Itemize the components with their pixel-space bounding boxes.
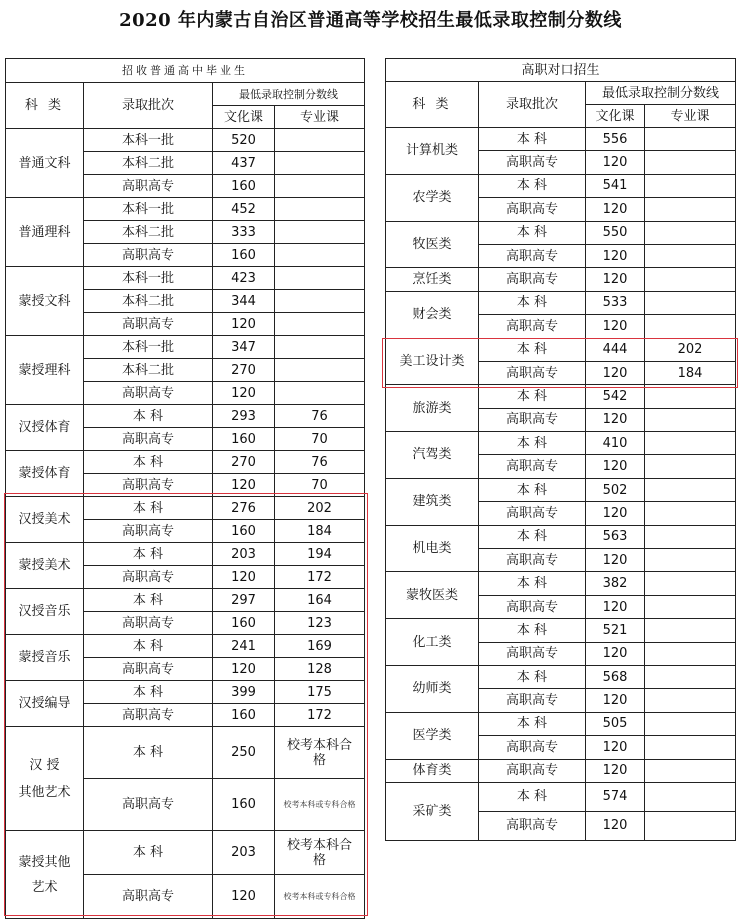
major-score: 184 (275, 520, 365, 543)
batch-cell: 高职高专 (479, 455, 586, 478)
table-row (386, 572, 736, 595)
batch-cell: 高职高专 (479, 642, 586, 665)
major-score (645, 244, 736, 267)
batch-cell: 高职高专 (479, 315, 586, 338)
table-row (386, 291, 736, 314)
subject-cell: 财会类 (386, 291, 479, 338)
subject-cell: 汽驾类 (386, 432, 479, 479)
major-score (645, 689, 736, 712)
batch-cell: 本科二批 (84, 290, 213, 313)
culture-score: 423 (213, 267, 275, 290)
table-row (6, 589, 365, 612)
major-score (645, 151, 736, 174)
batch-cell: 高职高专 (479, 595, 586, 618)
major-score (645, 736, 736, 759)
subject-cell: 普通理科 (6, 198, 84, 267)
major-score (645, 572, 736, 595)
culture-score: 120 (586, 408, 645, 431)
subject-cell: 汉授美术 (6, 497, 84, 543)
subject-cell: 化工类 (386, 619, 479, 666)
batch-cell: 本 科 (479, 478, 586, 501)
table-row (386, 478, 736, 501)
culture-score: 120 (586, 315, 645, 338)
header-batch: 录取批次 (479, 82, 586, 128)
table-row (6, 635, 365, 658)
table-row (386, 338, 736, 361)
culture-score: 120 (586, 759, 645, 782)
table-row (386, 782, 736, 811)
batch-cell: 本 科 (479, 619, 586, 642)
subject-cell: 牧医类 (386, 221, 479, 268)
header-culture: 文化课 (586, 105, 645, 128)
major-score (645, 665, 736, 688)
batch-cell: 高职高专 (84, 779, 213, 831)
culture-score: 276 (213, 497, 275, 520)
batch-cell: 高职高专 (84, 566, 213, 589)
culture-score: 120 (586, 689, 645, 712)
culture-score: 120 (586, 595, 645, 618)
major-score (645, 502, 736, 525)
culture-score: 120 (213, 474, 275, 497)
culture-score: 437 (213, 152, 275, 175)
subject-cell: 计算机类 (386, 128, 479, 175)
subject-cell: 旅游类 (386, 385, 479, 432)
table-row (386, 221, 736, 244)
batch-cell: 本 科 (479, 338, 586, 361)
subject-cell: 蒙授美术 (6, 543, 84, 589)
culture-score: 542 (586, 385, 645, 408)
major-score (275, 198, 365, 221)
batch-cell: 高职高专 (479, 549, 586, 572)
major-score (645, 385, 736, 408)
batch-cell: 本 科 (479, 572, 586, 595)
batch-cell: 高职高专 (479, 361, 586, 384)
major-score: 校考本科或专科合格 (275, 779, 365, 831)
major-score: 校考本科合格 (275, 727, 365, 779)
major-score (275, 382, 365, 405)
subject-cell: 汉授体育 (6, 405, 84, 451)
table-row (6, 336, 365, 359)
culture-score: 120 (586, 811, 645, 840)
header-min-score: 最低录取控制分数线 (586, 82, 736, 105)
batch-cell: 高职高专 (479, 736, 586, 759)
culture-score: 399 (213, 681, 275, 704)
batch-cell: 本 科 (479, 432, 586, 455)
major-score (275, 221, 365, 244)
header-major: 专业课 (645, 105, 736, 128)
major-score: 194 (275, 543, 365, 566)
batch-cell: 高职高专 (84, 875, 213, 919)
batch-cell: 本 科 (84, 727, 213, 779)
subject-cell: 蒙授文科 (6, 267, 84, 336)
culture-score: 120 (213, 658, 275, 681)
subject-cell: 蒙授音乐 (6, 635, 84, 681)
culture-score: 550 (586, 221, 645, 244)
table-row (6, 129, 365, 152)
culture-score: 382 (586, 572, 645, 595)
major-score (645, 595, 736, 618)
culture-score: 241 (213, 635, 275, 658)
culture-score: 120 (586, 549, 645, 572)
major-score (645, 408, 736, 431)
batch-cell: 高职高专 (84, 520, 213, 543)
batch-cell: 本 科 (84, 405, 213, 428)
table-row (386, 525, 736, 548)
culture-score: 452 (213, 198, 275, 221)
culture-score: 120 (586, 268, 645, 291)
culture-score: 120 (586, 151, 645, 174)
batch-cell: 高职高专 (479, 408, 586, 431)
vocational-admission-table (385, 58, 736, 841)
culture-score: 344 (213, 290, 275, 313)
batch-cell: 本 科 (84, 589, 213, 612)
batch-cell: 本科一批 (84, 129, 213, 152)
major-score (645, 642, 736, 665)
header-major: 专业课 (275, 106, 365, 129)
batch-cell: 本 科 (84, 543, 213, 566)
major-score (275, 267, 365, 290)
header-min-score: 最低录取控制分数线 (213, 83, 365, 106)
major-score: 123 (275, 612, 365, 635)
batch-cell: 本 科 (479, 291, 586, 314)
major-score: 172 (275, 566, 365, 589)
major-score (645, 619, 736, 642)
table-caption: 招收普通高中毕业生 (6, 59, 365, 83)
table-row (6, 497, 365, 520)
batch-cell: 高职高专 (84, 474, 213, 497)
table-row (386, 712, 736, 735)
table-row (386, 665, 736, 688)
subject-cell: 蒙授体育 (6, 451, 84, 497)
culture-score: 541 (586, 174, 645, 197)
culture-score: 250 (213, 727, 275, 779)
culture-score: 160 (213, 520, 275, 543)
subject-cell (6, 831, 84, 919)
header-batch: 录取批次 (84, 83, 213, 129)
culture-score: 120 (213, 313, 275, 336)
culture-score: 120 (586, 361, 645, 384)
major-score: 70 (275, 474, 365, 497)
major-score (645, 432, 736, 455)
major-score (645, 291, 736, 314)
major-score: 70 (275, 428, 365, 451)
table-row (386, 128, 736, 151)
major-score (275, 152, 365, 175)
batch-cell: 本 科 (479, 174, 586, 197)
culture-score: 270 (213, 451, 275, 474)
batch-cell: 高职高专 (84, 428, 213, 451)
major-score (645, 268, 736, 291)
subject-cell (6, 727, 84, 831)
table-caption: 高职对口招生 (386, 59, 736, 82)
major-score (275, 359, 365, 382)
major-score: 校考本科或专科合格 (275, 875, 365, 919)
batch-cell: 本 科 (479, 525, 586, 548)
subject-cell: 烹饪类 (386, 268, 479, 291)
major-score (645, 478, 736, 501)
culture-score: 270 (213, 359, 275, 382)
table-row (6, 451, 365, 474)
batch-cell: 高职高专 (479, 244, 586, 267)
culture-score: 505 (586, 712, 645, 735)
batch-cell: 高职高专 (84, 244, 213, 267)
culture-score: 203 (213, 543, 275, 566)
subject-cell: 汉授编导 (6, 681, 84, 727)
culture-score: 520 (213, 129, 275, 152)
culture-score: 410 (586, 432, 645, 455)
culture-score: 160 (213, 428, 275, 451)
culture-score: 203 (213, 831, 275, 875)
major-score (645, 811, 736, 840)
major-score: 76 (275, 405, 365, 428)
batch-cell: 高职高专 (84, 382, 213, 405)
culture-score: 160 (213, 175, 275, 198)
culture-score: 160 (213, 612, 275, 635)
culture-score: 333 (213, 221, 275, 244)
subject-line: 蒙授其他 (18, 854, 71, 870)
table-row (6, 727, 365, 779)
regular-admission-table (5, 58, 365, 919)
culture-score: 568 (586, 665, 645, 688)
subject-cell: 农学类 (386, 174, 479, 221)
culture-score: 347 (213, 336, 275, 359)
batch-cell: 本科一批 (84, 198, 213, 221)
subject-cell: 美工设计类 (386, 338, 479, 385)
subject-line: 其他艺术 (18, 784, 71, 800)
batch-cell: 高职高专 (479, 759, 586, 782)
major-score (275, 313, 365, 336)
table-row (6, 267, 365, 290)
batch-cell: 高职高专 (479, 811, 586, 840)
subject-cell: 蒙牧医类 (386, 572, 479, 619)
major-score: 校考本科合格 (275, 831, 365, 875)
table-row (6, 543, 365, 566)
culture-score: 120 (586, 455, 645, 478)
culture-score: 160 (213, 704, 275, 727)
subject-line: 艺术 (31, 879, 58, 895)
subject-line: 汉 授 (29, 757, 60, 773)
batch-cell: 本 科 (84, 635, 213, 658)
batch-cell: 本 科 (479, 712, 586, 735)
culture-score: 120 (213, 566, 275, 589)
culture-score: 533 (586, 291, 645, 314)
table-row (386, 174, 736, 197)
batch-cell: 本科一批 (84, 336, 213, 359)
major-score (645, 174, 736, 197)
table-row (6, 198, 365, 221)
batch-cell: 高职高专 (84, 612, 213, 635)
culture-score: 502 (586, 478, 645, 501)
major-score (645, 455, 736, 478)
table-row (6, 681, 365, 704)
batch-cell: 本 科 (479, 221, 586, 244)
batch-cell: 高职高专 (84, 658, 213, 681)
major-score (645, 198, 736, 221)
culture-score: 521 (586, 619, 645, 642)
culture-score: 574 (586, 782, 645, 811)
major-score: 175 (275, 681, 365, 704)
batch-cell: 本 科 (479, 128, 586, 151)
table-row (386, 759, 736, 782)
culture-score: 120 (586, 502, 645, 525)
major-score (645, 782, 736, 811)
subject-cell: 汉授音乐 (6, 589, 84, 635)
batch-cell: 本 科 (479, 782, 586, 811)
culture-score: 444 (586, 338, 645, 361)
major-score (275, 290, 365, 313)
subject-cell: 幼师类 (386, 665, 479, 712)
batch-cell: 本科二批 (84, 221, 213, 244)
batch-cell: 本 科 (479, 665, 586, 688)
major-score (275, 244, 365, 267)
culture-score: 297 (213, 589, 275, 612)
batch-cell: 本科二批 (84, 152, 213, 175)
subject-cell: 采矿类 (386, 782, 479, 840)
batch-cell: 高职高专 (479, 689, 586, 712)
culture-score: 120 (586, 642, 645, 665)
table-row (386, 385, 736, 408)
culture-score: 160 (213, 779, 275, 831)
major-score: 172 (275, 704, 365, 727)
major-score: 202 (645, 338, 736, 361)
batch-cell: 高职高专 (84, 704, 213, 727)
batch-cell: 高职高专 (479, 198, 586, 221)
major-score (275, 336, 365, 359)
culture-score: 293 (213, 405, 275, 428)
subject-cell: 机电类 (386, 525, 479, 572)
subject-cell: 医学类 (386, 712, 479, 759)
batch-cell: 本科二批 (84, 359, 213, 382)
header-subject: 科 类 (386, 82, 479, 128)
major-score: 169 (275, 635, 365, 658)
major-score: 202 (275, 497, 365, 520)
major-score (645, 128, 736, 151)
batch-cell: 本 科 (84, 451, 213, 474)
major-score: 164 (275, 589, 365, 612)
batch-cell: 本 科 (84, 831, 213, 875)
batch-cell: 高职高专 (479, 268, 586, 291)
header-culture: 文化课 (213, 106, 275, 129)
culture-score: 120 (213, 382, 275, 405)
subject-cell: 体育类 (386, 759, 479, 782)
batch-cell: 本 科 (479, 385, 586, 408)
major-score: 128 (275, 658, 365, 681)
table-row (386, 619, 736, 642)
subject-cell: 建筑类 (386, 478, 479, 525)
table-row (6, 405, 365, 428)
culture-score: 120 (213, 875, 275, 919)
major-score: 76 (275, 451, 365, 474)
major-score (275, 175, 365, 198)
culture-score: 120 (586, 736, 645, 759)
header-subject: 科 类 (6, 83, 84, 129)
batch-cell: 高职高专 (84, 175, 213, 198)
major-score (645, 759, 736, 782)
batch-cell: 本 科 (84, 681, 213, 704)
major-score (645, 549, 736, 572)
major-score (645, 525, 736, 548)
major-score (645, 221, 736, 244)
subject-cell: 普通文科 (6, 129, 84, 198)
subject-cell: 蒙授理科 (6, 336, 84, 405)
culture-score: 160 (213, 244, 275, 267)
batch-cell: 本 科 (84, 497, 213, 520)
table-row (6, 831, 365, 875)
culture-score: 563 (586, 525, 645, 548)
major-score (645, 315, 736, 338)
culture-score: 120 (586, 198, 645, 221)
major-score (275, 129, 365, 152)
table-row (386, 268, 736, 291)
batch-cell: 高职高专 (84, 313, 213, 336)
page-title: 2020 年内蒙古自治区普通高等学校招生最低录取控制分数线 (119, 10, 622, 31)
batch-cell: 高职高专 (479, 151, 586, 174)
batch-cell: 高职高专 (479, 502, 586, 525)
table-row (386, 432, 736, 455)
culture-score: 120 (586, 244, 645, 267)
batch-cell: 本科一批 (84, 267, 213, 290)
major-score: 184 (645, 361, 736, 384)
major-score (645, 712, 736, 735)
culture-score: 556 (586, 128, 645, 151)
